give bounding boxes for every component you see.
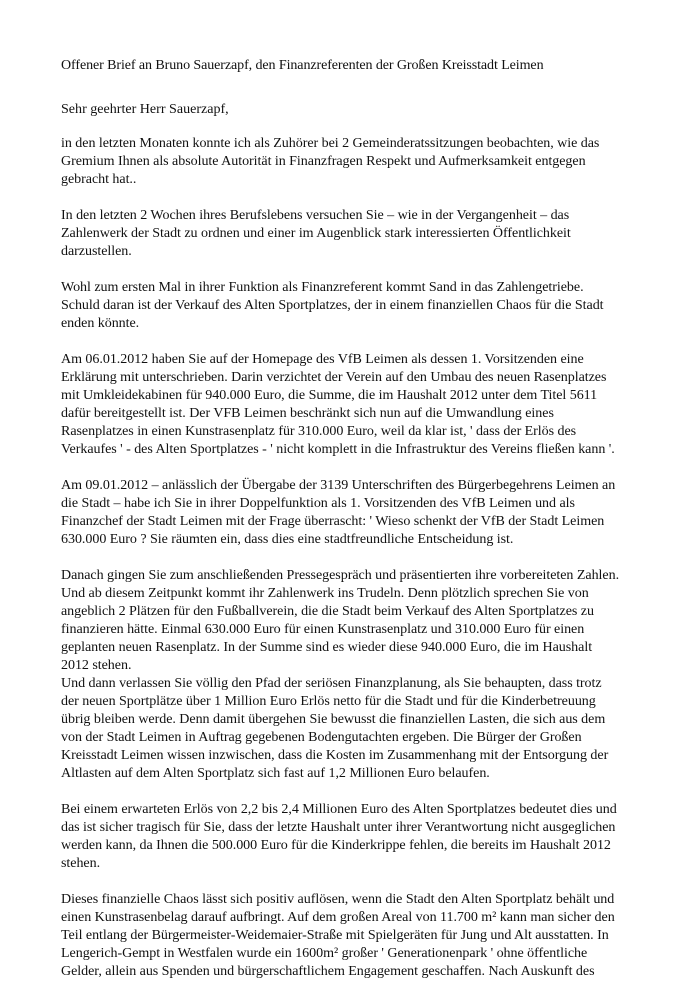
letter-salutation: Sehr geehrter Herr Sauerzapf, <box>61 101 229 117</box>
paragraph-7: Und dann verlassen Sie völlig den Pfad der seriösen Finanzplanung, als Sie behaupten, dass trotz der neuen Sportplätze über 1 Million Euro Erlös netto für die Stadt und für die Kinderbetreuung übrig bleiben werde. Denn damit übergehen Sie bewusst die finanziellen Lasten, die sich aus dem von der Stadt Leimen in Auftrag gegebenen Bodengutachten ergeben. Die Bürger der Großen Kreisstadt Leimen wissen inzwischen, dass die Kosten im Zusammenhang mit der Entsorgung der Altlasten auf dem Alten Sportplatz sich fast auf 1,2 Millionen Euro belaufen. <box>61 675 609 781</box>
paragraph-4: Am 06.01.2012 haben Sie auf der Homepage des VfB Leimen als dessen 1. Vorsitzenden eine Erklärung mit unterschrieben. Darin verzichtet der Verein auf den Umbau des neuen Rasenplatzes mit Umkleidekabinen für 940.000 Euro, die Summe, die im Haushalt 2012 unter dem Titel 5611 dafür bereitgestellt ist. Der VFB Leimen beschränkt sich nun auf die Umwandlung eines Rasenplatzes in einen Kunstrasenplatz für 310.000 Euro, weil da klar ist, ' dass der Erlös des Verkaufes ' - des Alten Sportplatzes - ' nicht komplett in die Infrastruktur des Vereins fließen kann '. <box>61 351 615 457</box>
paragraph-5: Am 09.01.2012 – anlässlich der Übergabe der 3139 Unterschriften des Bürgerbegehrens Leimen an die Stadt – habe ich Sie in ihrer Doppelfunktion als 1. Vorsitzenden des VfB Leimen und als Finanzchef der Stadt Leimen mit der Frage überrascht: ' Wieso schenkt der VfB der Stadt Leimen 630.000 Euro ? Sie räumten ein, dass dies eine stadtfreundliche Entscheidung ist. <box>61 477 616 547</box>
paragraph-1: in den letzten Monaten konnte ich als Zuhörer bei 2 Gemeinderatssitzungen beobachten, wie das Gremium Ihnen als absolute Autorität in Finanzfragen Respekt und Aufmerksamkeit entgegen gebracht hat.. <box>61 135 600 187</box>
paragraph-8: Bei einem erwarteten Erlös von 2,2 bis 2,4 Millionen Euro des Alten Sportplatzes bedeutet dies und das ist sicher tragisch für Sie, dass der letzte Haushalt unter ihrer Verantwortung nicht ausgeglichen werden kann, da Ihnen die 500.000 Euro für die Kinderkrippe fehlen, die bereits im Haushalt 2012 stehen. <box>61 801 617 871</box>
paragraph-3: Wohl zum ersten Mal in ihrer Funktion als Finanzreferent kommt Sand in das Zahlengetriebe. Schuld daran ist der Verkauf des Alten Sportplatzes, der in einem finanziellen Chaos für die Stadt enden könnte. <box>61 279 604 331</box>
paragraph-6: Danach gingen Sie zum anschließenden Pressegespräch und präsentierten ihre vorbereiteten Zahlen. Und ab diesem Zeitpunkt kommt ihr Zahlenwerk ins Trudeln. Denn plötzlich sprechen Sie von angeblich 2 Plätzen für den Fußballverein, die die Stadt beim Verkauf des Alten Sportplatzes zu finanzieren hätte. Einmal 630.000 Euro für einen Kunstrasenplatz und 310.000 Euro für einen geplanten neuen Rasenplatz. In der Summe sind es wieder diese 940.000 Euro, die im Haushalt 2012 stehen. <box>61 567 620 673</box>
paragraph-2: In den letzten 2 Wochen ihres Berufslebens versuchen Sie – wie in der Vergangenheit – das Zahlenwerk der Stadt zu ordnen und einer im Augenblick stark interessierten Öffentlichkeit darzustellen. <box>61 207 571 259</box>
letter-page <box>61 56 636 998</box>
paragraph-9: Dieses finanzielle Chaos lässt sich positiv auflösen, wenn die Stadt den Alten Sportplatz behält und einen Kunstrasenbelag darauf aufbringt. Auf dem großen Areal von 11.700 m² kann man sicher den Teil entlang der Bürgermeister-Weidemaier-Straße mit Spielgeräten für Jung und Alt ausstatten. In Lengerich-Gempt in Westfalen wurde ein 1600m² großer ' Generationenpark ' ohne öffentliche Gelder, allein aus Spenden und bürgerschaftlichem Engagement geschaffen. Nach Auskunft des <box>61 891 615 979</box>
letter-title: Offener Brief an Bruno Sauerzapf, den Finanzreferenten der Großen Kreisstadt Leimen <box>61 57 544 73</box>
